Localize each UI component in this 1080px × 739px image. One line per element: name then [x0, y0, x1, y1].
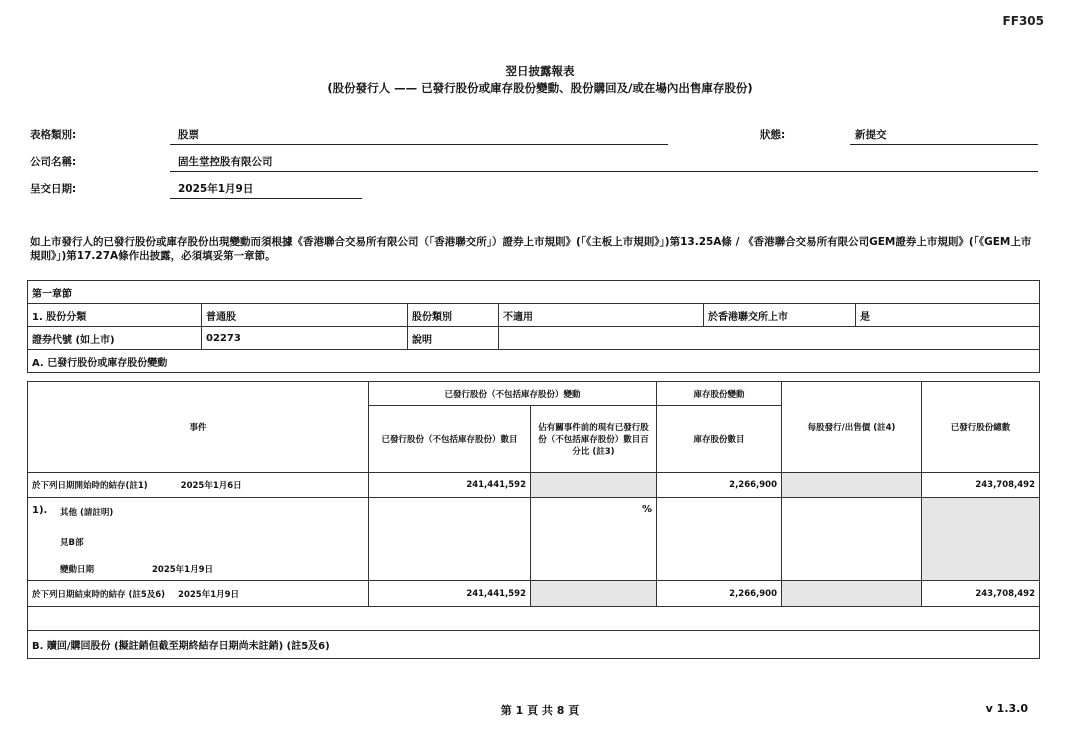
form-type-label: 表格類別:	[30, 129, 77, 141]
listed-label: 於香港聯交所上市	[704, 304, 856, 327]
listed-value: 是	[856, 304, 1040, 327]
col-issued-count-header: 已發行股份（不包括庫存股份）數目	[369, 406, 531, 473]
status-value: 新提交	[855, 129, 887, 141]
col-price-header: 每股發行/出售價 (註4)	[782, 382, 922, 473]
event1-price-empty	[782, 498, 922, 581]
opening-treasury: 2,266,900	[657, 473, 782, 498]
description-label: 說明	[408, 327, 499, 350]
share-type-label: 股份類別	[408, 304, 499, 327]
opening-pct-empty	[531, 473, 657, 498]
status-underline	[850, 144, 1038, 145]
description-value	[499, 327, 1040, 350]
sectionA-heading: A. 已發行股份或庫存股份變動	[28, 350, 1040, 373]
share-class-label: 1. 股份分類	[28, 304, 202, 327]
date-label: 呈交日期:	[30, 183, 77, 195]
col-treasury-count-header: 庫存股份數目	[657, 406, 782, 473]
opening-date: 2025年1月6日	[180, 481, 242, 491]
col-group-treasury-header: 庫存股份變動	[657, 382, 782, 406]
col-event-header: 事件	[28, 382, 369, 473]
closing-total: 243,708,492	[922, 581, 1040, 607]
closing-issued: 241,441,592	[369, 581, 531, 607]
company-label: 公司名稱:	[30, 156, 77, 168]
company-value: 固生堂控股有限公司	[178, 156, 273, 168]
status-label: 狀態:	[760, 129, 786, 141]
event1-pct: %	[531, 498, 657, 581]
opening-issued: 241,441,592	[369, 473, 531, 498]
event1-change-date-label: 變動日期	[60, 565, 95, 575]
event1-issued-empty	[369, 498, 531, 581]
document-title: 翌日披露報表	[505, 64, 575, 78]
page-number: 第 1 頁 共 8 頁	[500, 704, 580, 717]
opening-label: 於下列日期開始時的結存(註1)	[32, 481, 148, 491]
stock-code-value: 02273	[202, 327, 408, 350]
stock-code-label: 證券代號 (如上市)	[28, 327, 202, 350]
closing-date: 2025年1月9日	[178, 589, 240, 600]
blank-separator-row	[28, 607, 1040, 631]
col-group-issued-header: 已發行股份（不包括庫存股份）變動	[369, 382, 657, 406]
opening-balance-cell	[28, 473, 369, 498]
sectionB-heading: B. 贖回/購回股份 (擬註銷但截至期終結存日期尚未註銷) (註5及6)	[28, 631, 1040, 659]
closing-price-empty	[782, 581, 922, 607]
share-class-value: 普通股	[202, 304, 408, 327]
closing-treasury: 2,266,900	[657, 581, 782, 607]
opening-total: 243,708,492	[922, 473, 1040, 498]
version-label: v 1.3.0	[985, 702, 1028, 715]
col-issued-pct-header: 佔有關事件前的現有已發行股份（不包括庫存股份）數目百分比 (註3)	[531, 406, 657, 473]
col-total-header: 已發行股份總數	[922, 382, 1040, 473]
section1-heading: 第一章節	[28, 281, 1040, 304]
company-underline	[170, 171, 1038, 172]
closing-label: 於下列日期結束時的結存 (註5及6)	[32, 589, 166, 600]
closing-pct-empty	[531, 581, 657, 607]
date-underline	[170, 198, 362, 199]
event1-change-date: 2025年1月9日	[152, 565, 213, 575]
share-type-value: 不適用	[499, 304, 704, 327]
section1-table	[27, 280, 1040, 373]
closing-balance-cell	[28, 581, 369, 607]
opening-price-empty	[782, 473, 922, 498]
form-type-underline	[170, 144, 668, 145]
form-code: FF305	[1002, 14, 1044, 28]
form-type-value: 股票	[178, 129, 199, 141]
date-value: 2025年1月9日	[178, 183, 254, 195]
event1-detail: 見B部	[60, 538, 84, 548]
document-subtitle: (股份發行人 —— 已發行股份或庫存股份變動、股份購回及/或在場內出售庫存股份)	[327, 81, 753, 95]
sectionA-table	[27, 381, 1040, 659]
event1-number: 1).	[32, 505, 48, 516]
intro-paragraph: 如上市發行人的已發行股份或庫存股份出現變動而須根據《香港聯合交易所有限公司（「香港聯交所」）證券上市規則》(「《主板上市規則》」)第13.25A條 / 《香港聯合交易所有限公司GEM證券上市規則》(「《GEM上市規則》」)第17.27A條作出披露，必須填妥第一章節。	[30, 236, 1032, 262]
event1-type: 其他 (請註明)	[60, 508, 114, 518]
event1-treasury-empty	[657, 498, 782, 581]
event1-total-empty	[922, 498, 1040, 581]
event1-cell	[28, 498, 369, 581]
